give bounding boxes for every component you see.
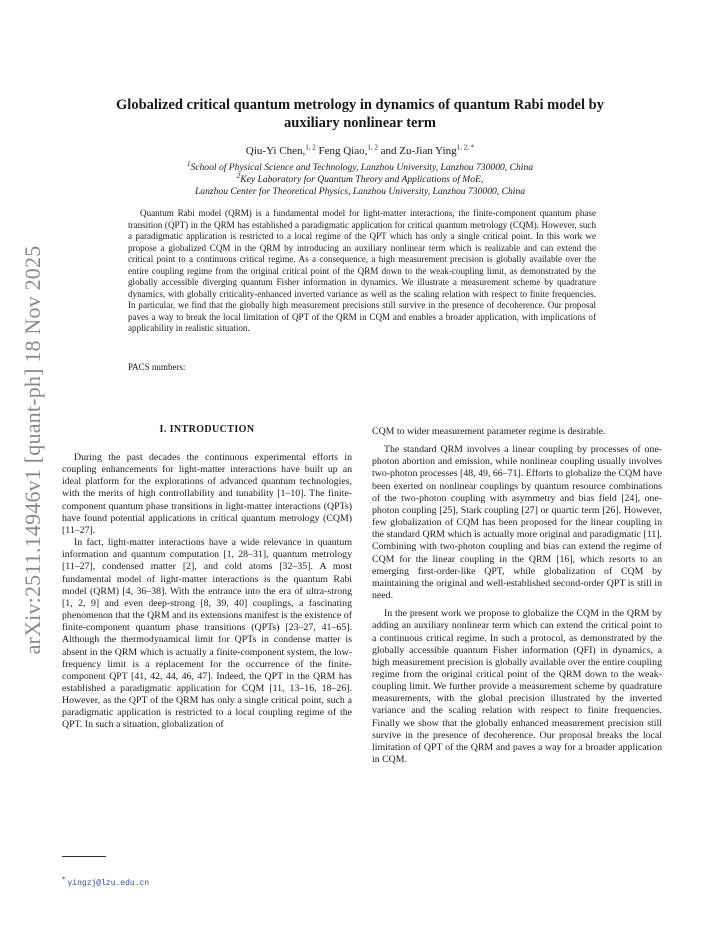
abstract: Quantum Rabi model (QRM) is a fundamental model for light-matter interactions, the finite-component quantum phase transition (QPT) in the QRM has established a paradigmatic application for critical quantum metrology (CQM). However, such a paradigmatic application is restricted to a local regime of the QPT which has only a single critical point. In this work we propose a globalized CQM in the QRM by introducing an auxiliary nonlinear term which is realizable and can extend the critical point to a continuous critical regime. As a consequence, a high measurement precision is globally available over the entire coupling regime from the original critical point of the QRM down to the weak-coupling limit, as demonstrated by the globally accessible diverging quantum Fisher information in dynamics. We illustrate a measurement scheme by quadrature dynamics, with globally criticality-enhanced inverted variance as well as the scaling relation with respect to finite frequencies. In particular, we find that the globally high measurement precisions still survive in the presence of decoherence. Our proposal paves a way to break the local limitation of QPT of the QRM in CQM and enables a broader application, with implications of applicability in realistic situation.	[128, 208, 596, 334]
body-paragraph: In fact, light-matter interactions have a wide relevance in quantum information and quantum computation [1, 28–31], quantum metrology [11–27], condensed matter [2], and cold atoms [32–35]. A most fundamental model of light-matter interactions is the quantum Rabi model (QRM) [4, 36–38]. With the entrance into the era of ultra-strong [1, 2, 9] and even deep-strong [8, 39, 40] couplings, a fascinating phenomenon that the QRM and its extensions manifest is the existence of finite-component quantum phase transitions (QPTs) [23–27, 41–65]. Although the thermodynamical limit for QPTs in condense matter is absent in the QRM which is actually a finite-component system, the low-frequency limit is a replacement for the occurrence of the finite-component QPT [41, 42, 44, 46, 47]. Indeed, the QPT in the QRM has established a paradigmatic application for CQM [11, 13–16, 18–26]. However, as the QPT of the QRM has only a single critical point, such a paradigmatic application is restricted to a local coupling regime of the QPT. In such a situation, globalization of	[62, 537, 352, 731]
right-column	[372, 426, 662, 766]
paper-title	[80, 96, 640, 132]
footnote-mark: *	[62, 875, 66, 884]
title-line-1: Globalized critical quantum metrology in dynamics of quantum Rabi model by	[116, 97, 604, 113]
author-name: Feng Qiao,	[318, 145, 368, 157]
footnote	[62, 875, 150, 888]
body-paragraph: The standard QRM involves a linear coupling by processes of one-photon abortion and emission, while nonlinear coupling usually involves two-photon processes [48, 49, 66–71]. Efforts to globalize the CQM have been exerted on nonlinear couplings by quantum resource combinations of the two-photon coupling with asymmetry and bias field [24], one-photon coupling [25], Stark coupling [27] or quartic term [26]. However, few globalization of CQM has been proposed for the linear coupling in the standard QRM which is actually more original and paradigmatic [11]. Combining with two-photon coupling and bias can extend the regime of CQM for the linear coupling in the QRM [16], which resorts to an emerging first-order-like QPT, while globalization of CQM by maintaining the original and well-established second-order QPT is still in need.	[372, 444, 662, 602]
arxiv-sidebar	[0, 0, 56, 932]
author-affil-mark: 1, 2	[305, 143, 316, 152]
author-name: Qiu-Yi Chen,	[245, 145, 306, 157]
body-paragraph: During the past decades the continuous experimental efforts in coupling enhancements for light-matter interactions have built up an ideal platform for the explorations of advanced quantum technologies, with the merits of high controllability and tunability [1–10]. The finite-component quantum phase transitions in light-matter interactions (QPTs) have found potential applications in critical quantum metrology (CQM) [11–27].	[62, 452, 352, 536]
author-affil-mark: 1, 2, *	[456, 143, 475, 152]
title-line-2: auxiliary nonlinear term	[284, 115, 436, 131]
section-heading-introduction: I. INTRODUCTION	[159, 424, 255, 435]
affiliation-line: $^1$School of Physical Science and Technology, Lanzhou University, Lanzhou 730000, China	[186, 159, 534, 173]
arxiv-identifier: arXiv:2511.14946v1 [quant-ph] 18 Nov 2025	[20, 245, 45, 655]
author-list	[80, 144, 640, 158]
left-column	[62, 452, 352, 732]
affiliations	[80, 159, 640, 199]
footnote-rule	[62, 856, 106, 857]
body-paragraph: CQM to wider measurement parameter regime is desirable.	[372, 426, 606, 437]
pacs-numbers: PACS numbers:	[128, 362, 186, 372]
author-name: and Zu-Jian Ying	[380, 145, 457, 157]
body-paragraph: In the present work we propose to globalize the CQM in the QRM by adding an auxiliary nonlinear term which can extend the critical point to a continuous critical regime. In such a protocol, as demonstrated by the globally accessible quantum Fisher information (QFI) in dynamics, a high measurement precision is globally available over the entire coupling regime from the original critical point of the QRM down to the weak-coupling limit. We further provide a measurement scheme by quadrature measurements, with the global precision illustrated by the inverted variance and the scaling relation with respect to finite frequencies. Finally we show that the globally enhanced measurement precision still survive in the presence of decoherence. Our proposal breaks the local limitation of QPT of the QRM and paves a way for a broader application in CQM.	[372, 608, 662, 766]
corresponding-email-link[interactable]: yingzj@lzu.edu.cn	[67, 879, 150, 888]
affiliation-line: $^2$Key Laboratory for Quantum Theory and Applications of MoE,	[236, 172, 484, 186]
affiliation-line: Lanzhou Center for Theoretical Physics, Lanzhou University, Lanzhou 730000, China	[194, 186, 526, 198]
author-affil-mark: 1, 2	[367, 143, 378, 152]
